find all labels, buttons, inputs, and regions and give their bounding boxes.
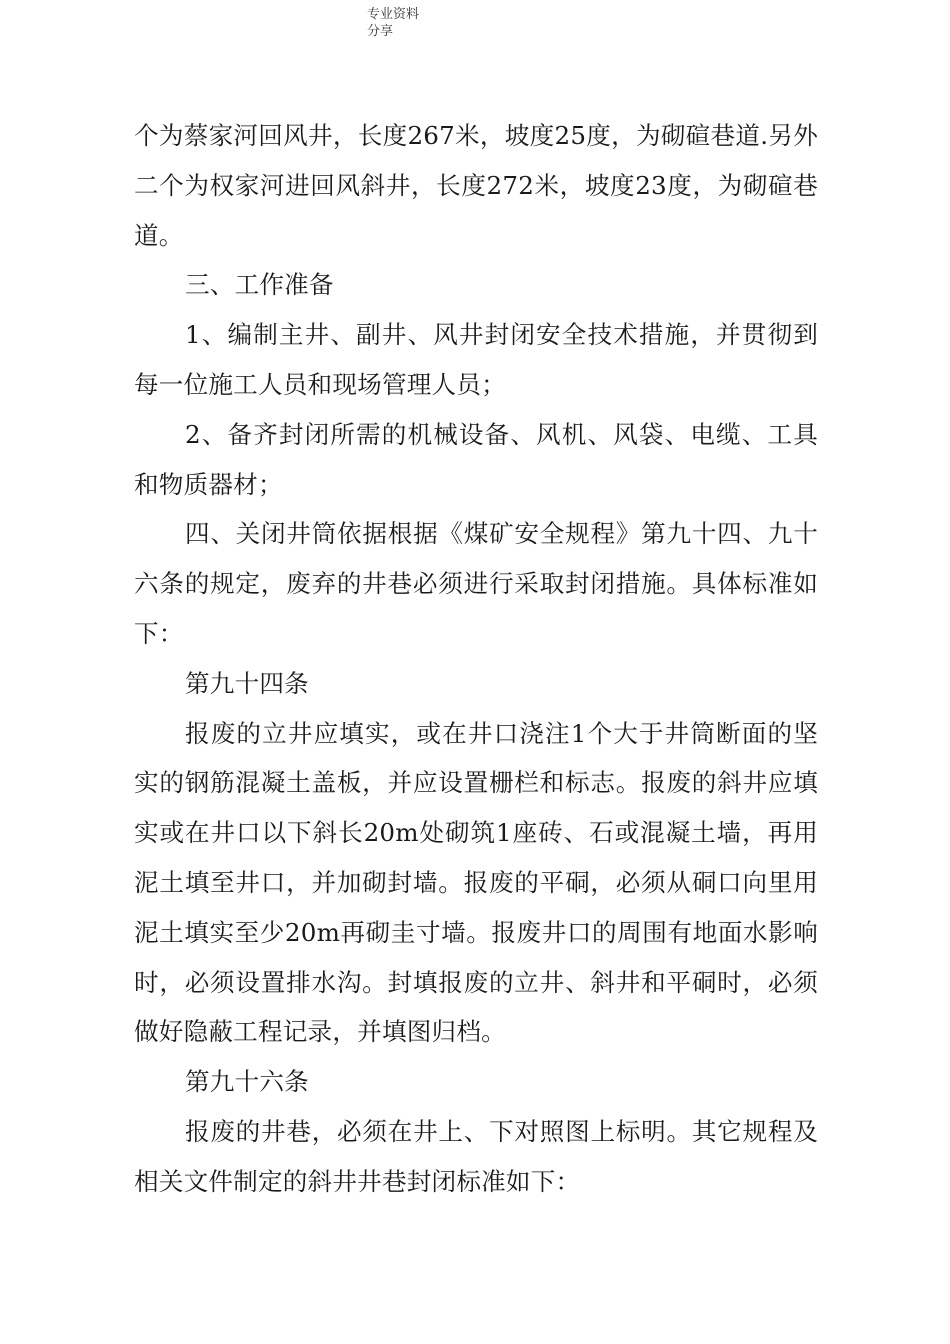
heading-article-96: 第九十六条 [185,1067,309,1097]
heading-work-preparation: 三、工作准备 [185,270,334,300]
heading-article-94: 第九十四条 [185,668,309,698]
paragraph-article-96: 报废的井巷，必须在井上、下对照图上标明。其它规程及相关文件制定的斜井井巷封闭标准如下： [134,1116,818,1196]
list-item-equipment: 2、备齐封闭所需的机械设备、风机、风袋、电缆、工具和物质器材； [134,419,818,499]
paragraph-article-94: 报废的立井应填实，或在井口浇注1个大于井筒断面的坚实的钢筋混凝土盖板，并应设置栅栏和标志。报废的斜井应填实或在井口以下斜长20m处砌筑1座砖、石或混凝土墙，再用泥土填至井口，并加砌封墙。报废的平硐，必须从硐口向里用泥土填实至少20m再砌圭寸墙。报废井口的周围有地面水影响时，必须设置排水沟。封填报废的立井、斜井和平硐时，必须做好隐蔽工程记录，并填图归档。 [134,718,818,1047]
document-body [134,111,818,1207]
header-note: 专业资料分享 [367,7,420,39]
paragraph-closure-basis: 四、关闭井筒依据根据《煤矿安全规程》第九十四、九十六条的规定，废弃的井巷必须进行采取封闭措施。具体标准如下： [134,519,818,648]
paragraph-shaft-lengths: 个为蔡家河回风井，长度267米，坡度25度，为砌碹巷道.另外二个为权家河进回风斜井，长度272米，坡度23度，为砌碹巷道。 [134,121,818,250]
list-item-safety-measures: 1、编制主井、副井、风井封闭安全技术措施，并贯彻到每一位施工人员和现场管理人员； [134,320,818,399]
